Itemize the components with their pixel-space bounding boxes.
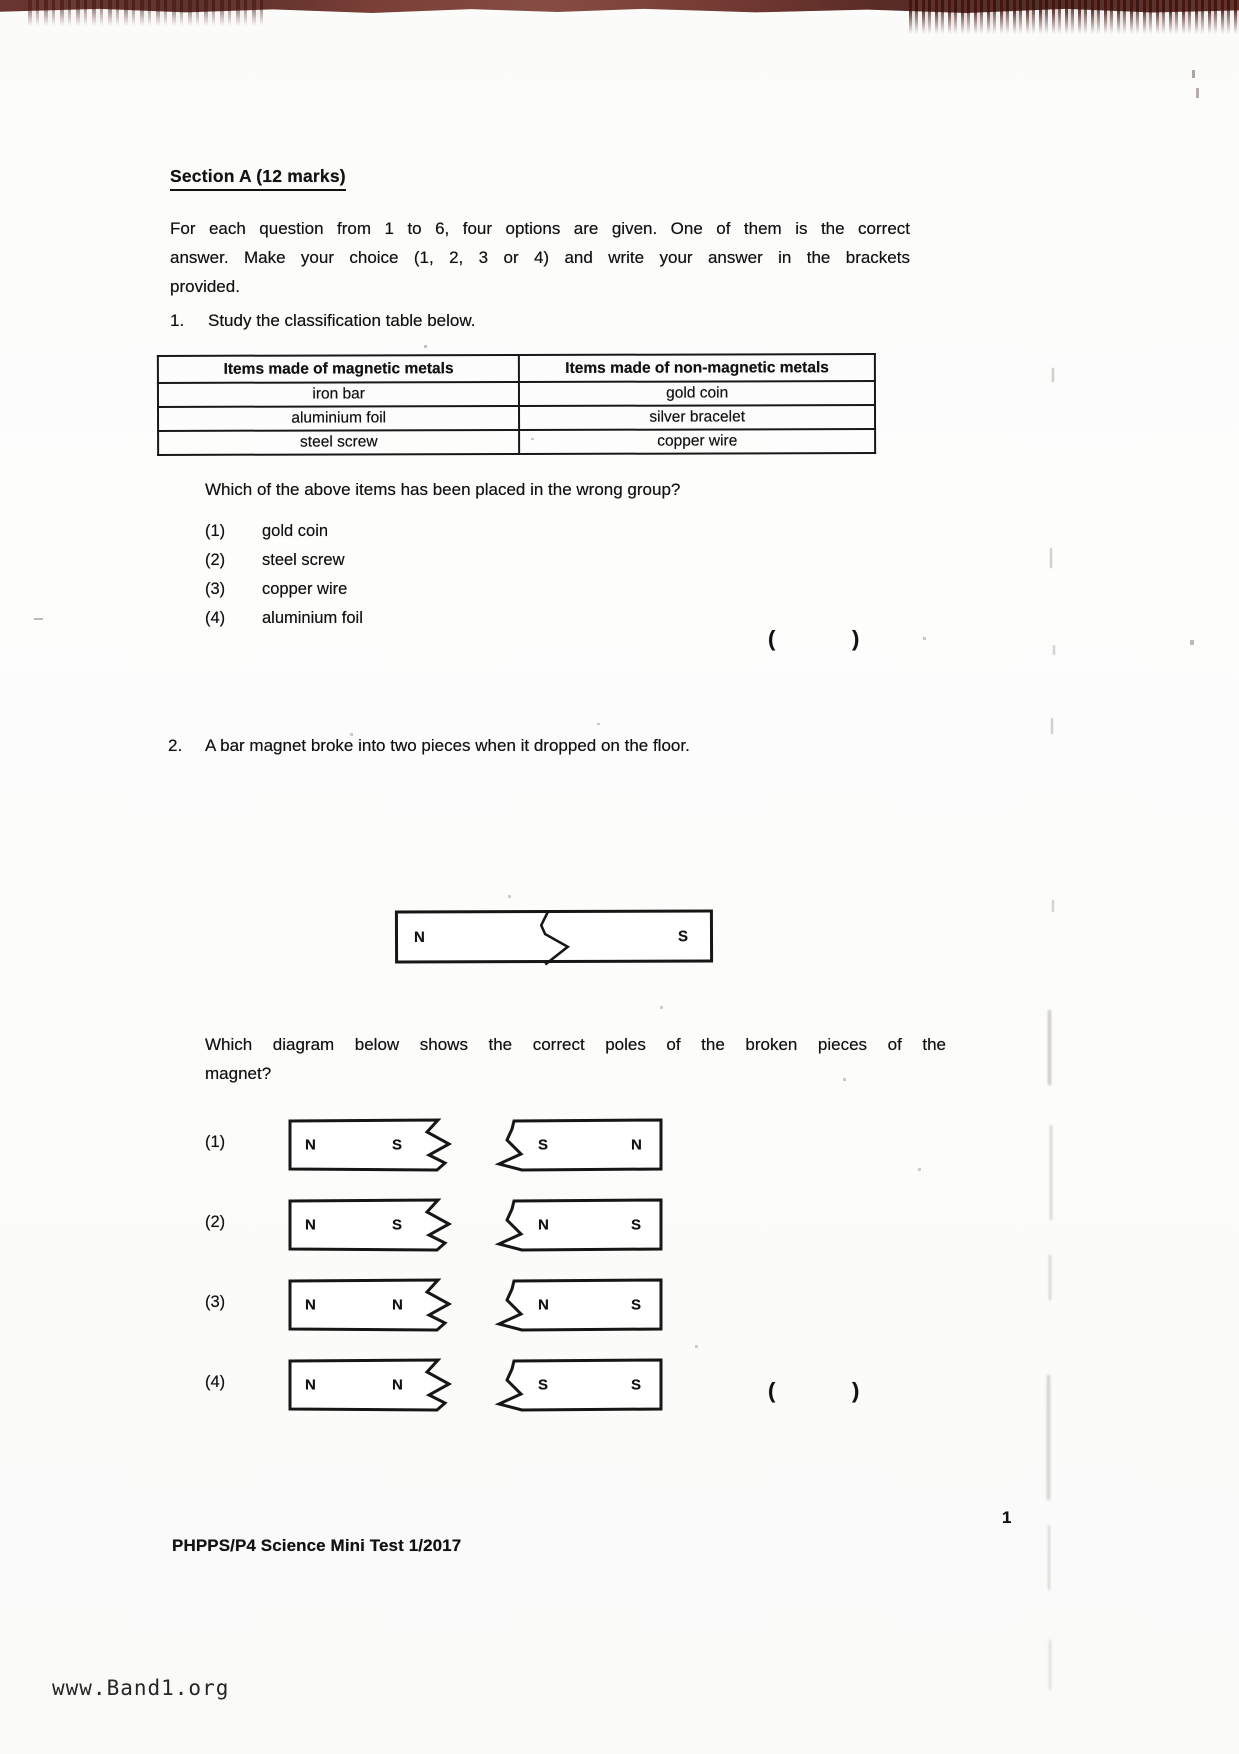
classification-table: [157, 353, 876, 456]
crack-line: [398, 909, 710, 966]
bar-magnet-diagram: [395, 909, 713, 963]
magnet-option-row-3: [0, 1277, 1239, 1333]
pole-label: N: [305, 1216, 316, 1234]
option-label: copper wire: [262, 580, 348, 598]
option-number: (3): [205, 580, 226, 598]
question-2-text: [205, 1030, 946, 1088]
option-number: (4): [205, 609, 226, 627]
instructions-line-2: answer. Make your choice (1, 2, 3 or 4) and write your answer in the brackets: [170, 248, 910, 267]
table-cell: steel screw: [158, 430, 519, 455]
question-1-text: Which of the above items has been placed in the wrong group?: [205, 480, 681, 499]
pole-label: N: [305, 1136, 316, 1154]
magnet-option-row-2: [0, 1197, 1239, 1253]
north-pole-label: N: [413, 928, 425, 946]
table-cell: iron bar: [158, 382, 519, 407]
south-pole-label: S: [677, 927, 689, 945]
pole-label: S: [538, 1376, 549, 1394]
question-2-number: 2.: [168, 736, 183, 755]
broken-magnet-left-piece: [288, 1117, 451, 1173]
instructions-line-1: For each question from 1 to 6, four options are given. One of them is the correct: [170, 219, 910, 238]
pole-label: S: [631, 1296, 642, 1314]
table-header-magnetic: Items made of magnetic metals: [158, 355, 519, 383]
answer-bracket-close: ): [852, 1378, 860, 1403]
table-header-non-magnetic: Items made of non-magnetic metals: [519, 354, 875, 382]
option-number: (2): [205, 551, 226, 569]
table-cell: gold coin: [519, 381, 875, 406]
option-label: gold coin: [262, 522, 329, 540]
pole-label: S: [631, 1216, 642, 1234]
broken-magnet-right-piece: [492, 1357, 664, 1413]
footer-doc-id: PHPPS/P4 Science Mini Test 1/2017: [172, 1536, 462, 1555]
answer-bracket-open: (: [768, 1378, 776, 1403]
option-number: (3): [205, 1293, 226, 1311]
table-cell: aluminium foil: [158, 406, 519, 431]
broken-magnet-left-piece: [288, 1277, 451, 1333]
option-label: steel screw: [262, 551, 345, 569]
broken-magnet-right-piece: [492, 1197, 664, 1253]
question-2-prompt: A bar magnet broke into two pieces when it dropped on the floor.: [205, 736, 690, 755]
pole-label: N: [538, 1296, 549, 1314]
magnet-option-row-4: [0, 1357, 1239, 1413]
section-heading: Section A (12 marks): [170, 166, 346, 191]
answer-bracket-open: (: [768, 626, 776, 651]
option-number: (1): [205, 1133, 226, 1151]
instructions-paragraph: [170, 214, 910, 301]
pole-label: N: [305, 1376, 316, 1394]
instructions-line-3: provided.: [170, 277, 240, 296]
pole-label: N: [305, 1296, 316, 1314]
question-2-text-line-1: Which diagram below shows the correct poles of the broken pieces of the: [205, 1035, 946, 1054]
pole-label: S: [538, 1136, 549, 1154]
answer-bracket-close: ): [852, 626, 860, 651]
watermark: www.Band1.org: [52, 1676, 230, 1700]
option-number: (4): [205, 1373, 226, 1391]
table-cell: copper wire: [519, 429, 875, 454]
broken-magnet-right-piece: [492, 1117, 664, 1173]
option-label: aluminium foil: [262, 609, 363, 627]
pole-label: N: [538, 1216, 549, 1234]
table-row: [158, 429, 875, 455]
magnet-option-row-1: [0, 1117, 1239, 1173]
pole-label: S: [392, 1216, 403, 1234]
question-1-prompt: Study the classification table below.: [208, 311, 476, 330]
pole-label: N: [392, 1376, 403, 1394]
pole-label: N: [392, 1296, 403, 1314]
table-row: [158, 405, 875, 431]
table-row: [158, 381, 875, 407]
option-number: (2): [205, 1213, 226, 1231]
pole-label: N: [631, 1136, 642, 1154]
pole-label: S: [392, 1136, 403, 1154]
question-2-text-line-2: magnet?: [205, 1064, 272, 1083]
table-header-row: [158, 354, 875, 383]
page-number: 1: [1002, 1508, 1012, 1527]
broken-magnet-right-piece: [492, 1277, 664, 1333]
table-cell: silver bracelet: [519, 405, 875, 430]
broken-magnet-left-piece: [288, 1197, 451, 1253]
question-1-number: 1.: [170, 311, 185, 330]
option-number: (1): [205, 522, 226, 540]
broken-magnet-left-piece: [288, 1357, 451, 1413]
pole-label: S: [631, 1376, 642, 1394]
